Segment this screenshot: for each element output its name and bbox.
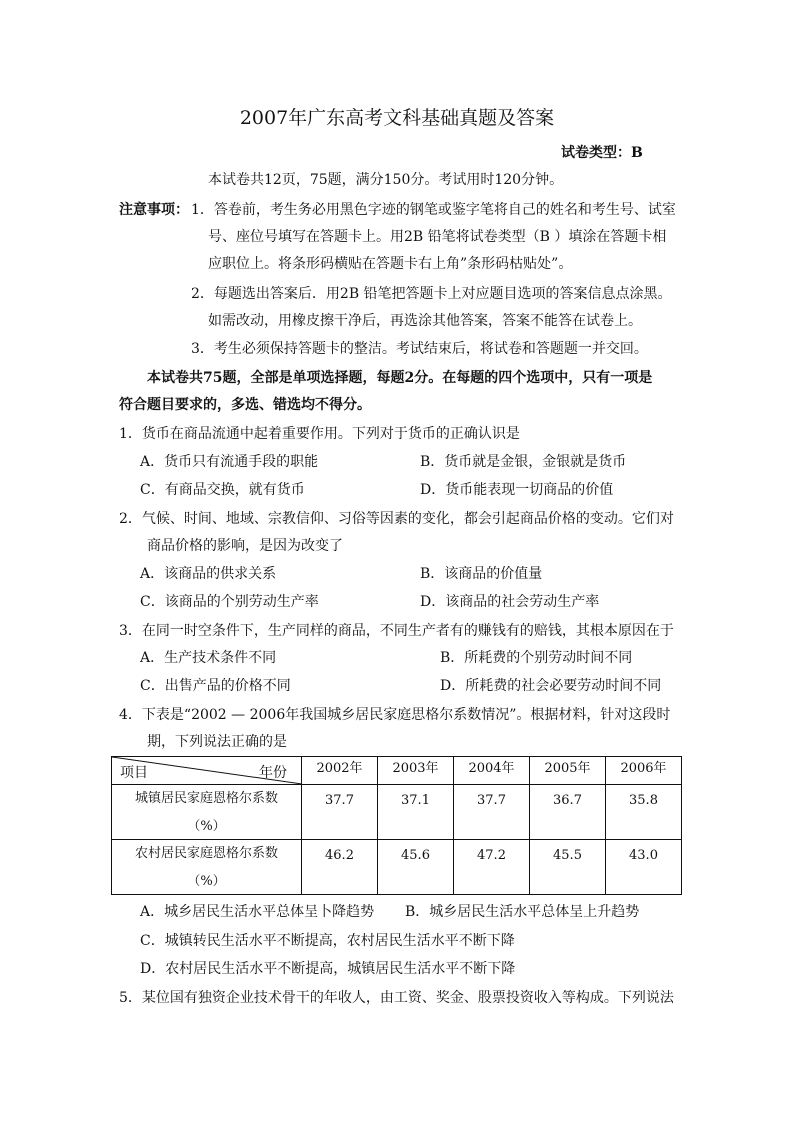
cell-value: 45.5 — [553, 848, 582, 863]
question-5-stem: 5．某位国有独资企业技术骨干的年收人，由工资、奖金、股票投资收入等构成。下列说法 — [119, 990, 674, 1006]
notice-line: 3．考生必须保持答题卡的整洁。考试结束后，将试卷和答题题一并交回。 — [191, 341, 648, 357]
question-1-option-d: D．货币能表现一切商品的价值 — [420, 482, 614, 498]
row-unit: （%） — [187, 874, 226, 889]
question-4-stem-cont: 期，下列说法正确的是 — [147, 734, 287, 750]
notice-line: 如需改动，用橡皮擦干净后，再选涂其他答案，答案不能答在试卷上。 — [208, 313, 642, 329]
cell-value: 35.8 — [629, 793, 658, 808]
paper-type: 试卷类型：B — [561, 145, 643, 161]
row-label-cell — [112, 785, 302, 840]
question-1-option-c: C．有商品交换，就有货币 — [140, 482, 305, 498]
question-2-option-d: D．该商品的社会劳动生产率 — [420, 594, 600, 610]
notice-line: 1．答卷前，考生务必用黑色字迹的钢笔或鉴字笔将自己的姓名和考生号、试室 — [191, 202, 676, 218]
corner-item-label: 项目 — [120, 765, 148, 781]
question-4-option-c: C．城镇转民生活水平不断提高，农村居民生活水平不断下降 — [140, 933, 515, 949]
table-cell — [302, 785, 378, 840]
cell-value: 37.7 — [325, 793, 354, 808]
question-4-option-d: D．农村居民生活水平不断提高，城镇居民生活水平不断下降 — [140, 961, 516, 977]
notice-line: 号、座位号填写在答题卡上。用2B 铅笔将试卷类型（B ）填涂在答题卡相 — [208, 229, 667, 245]
table-cell — [454, 785, 530, 840]
year-header: 2005年 — [530, 757, 606, 785]
cell-value: 37.1 — [401, 793, 430, 808]
corner-year-label: 年份 — [259, 765, 287, 781]
cell-value: 45.6 — [401, 848, 430, 863]
table-corner-cell — [112, 757, 302, 785]
question-3-option-c: C．出售产品的价格不同 — [140, 678, 291, 694]
row-label-cell — [112, 840, 302, 895]
year-header: 2002年 — [302, 757, 378, 785]
row-label: 农村居民家庭恩格尔系数 — [134, 846, 278, 861]
engel-coefficient-table — [111, 756, 682, 895]
table-header-row — [112, 757, 682, 785]
table-row-urban — [112, 785, 682, 840]
table-cell — [454, 840, 530, 895]
question-3-option-d: D．所耗费的社会必要劳动时间不同 — [440, 678, 662, 694]
table-cell — [530, 785, 606, 840]
section-instruction: 符合题目要求的，多选、错选均不得分。 — [119, 397, 371, 413]
cell-value: 47.2 — [477, 848, 506, 863]
cell-value: 46.2 — [325, 848, 354, 863]
table-row-rural — [112, 840, 682, 895]
table-cell — [378, 840, 454, 895]
notice-line: 2．每题选出答案后．用2B 铅笔把答题卡上对应题目选项的答案信息点涂黑。 — [191, 286, 672, 302]
question-2-option-b: B．该商品的价值量 — [420, 566, 543, 582]
page-title: 2007年广东高考文科基础真题及答案 — [239, 107, 555, 129]
question-4-stem: 4．下表是“2002 — 2006年我国城乡居民家庭思格尔系数情况”。根据材料，针对这段时 — [119, 707, 671, 723]
question-4-option-b: B．城乡居民生活水平总体呈上升趋势 — [405, 904, 640, 920]
question-3-option-b: B．所耗费的个别劳动时间不同 — [440, 650, 633, 666]
question-1-stem: 1．货币在商品流通中起着重要作用。下列对于货币的正确认识是 — [119, 426, 520, 442]
question-1-option-b: B．货币就是金银，金银就是货币 — [420, 454, 627, 470]
exam-intro: 本试卷共12页，75题，满分150分。考试用时120分钟。 — [208, 172, 564, 188]
year-header: 2006年 — [606, 757, 682, 785]
section-instruction: 本试卷共75题，全部是单项选择题，每题2分。在每题的四个选项中，只有一项是 — [147, 370, 653, 386]
question-2-option-c: C．该商品的个别劳动生产率 — [140, 594, 319, 610]
year-header: 2003年 — [378, 757, 454, 785]
year-header: 2004年 — [454, 757, 530, 785]
table-cell — [378, 785, 454, 840]
cell-value: 37.7 — [477, 793, 506, 808]
question-2-stem: 2．气候、时间、地域、宗教信仰、习俗等因素的变化，都会引起商品价格的变动。它们对 — [119, 511, 674, 527]
table-cell — [606, 840, 682, 895]
cell-value: 43.0 — [629, 848, 658, 863]
question-2-option-a: A．该商品的供求关系 — [140, 566, 277, 582]
question-1-option-a: A．货币只有流通手段的职能 — [140, 454, 319, 470]
question-3-stem: 3．在同一时空条件下，生产同样的商品，不同生产者有的赚钱有的赔钱，其根本原因在于 — [119, 623, 674, 639]
table-cell — [530, 840, 606, 895]
row-unit: （%） — [187, 819, 226, 834]
table-cell — [606, 785, 682, 840]
table-cell — [302, 840, 378, 895]
question-3-option-a: A．生产技术条件不同 — [140, 650, 277, 666]
question-2-stem-cont: 商品价格的影响，是因为改变了 — [147, 538, 343, 554]
notice-label: 注意事项： — [119, 202, 189, 218]
question-4-option-a: A．城乡居民生活水平总体呈卜降趋势 — [140, 904, 375, 920]
row-label: 城镇居民家庭恩格尔系数 — [134, 791, 278, 806]
cell-value: 36.7 — [553, 793, 582, 808]
notice-line: 应职位上。将条形码横贴在答题卡右上角”条形码枯贴处”。 — [208, 256, 573, 272]
